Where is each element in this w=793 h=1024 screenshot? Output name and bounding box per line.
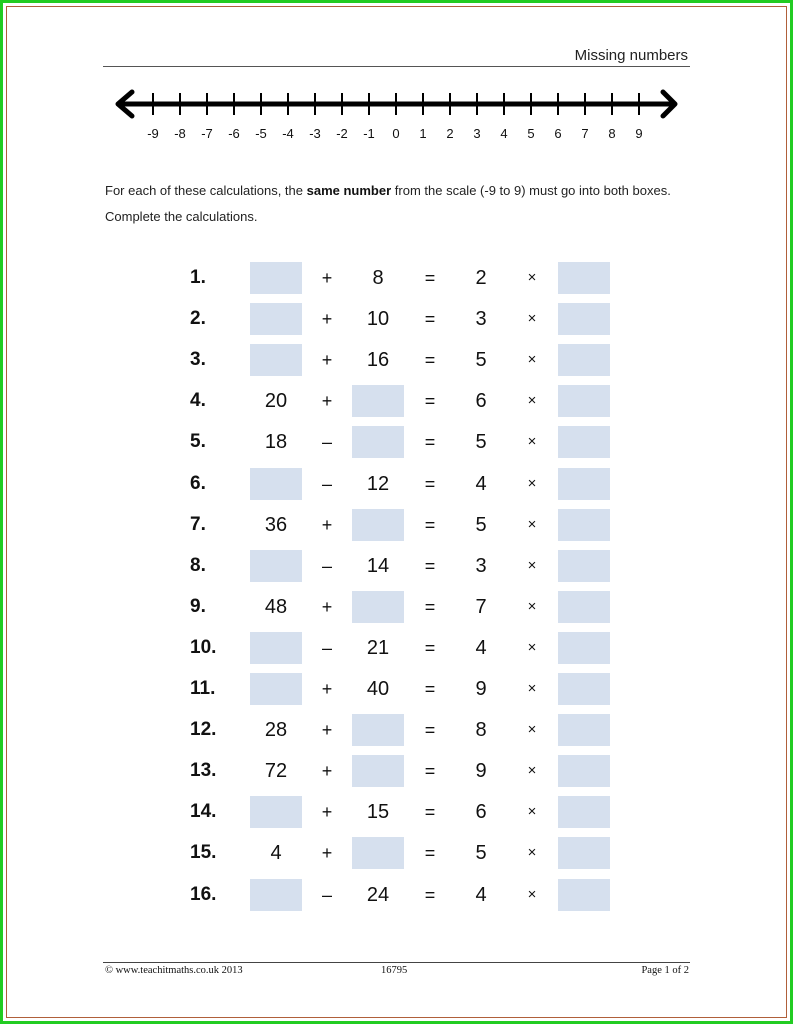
question-row	[0, 509, 793, 541]
answer-box-result[interactable]	[558, 385, 610, 417]
question-row	[0, 879, 793, 911]
multiplier: 4	[475, 472, 487, 495]
operator: +	[321, 309, 333, 330]
operand-second: 15	[366, 801, 390, 824]
operand-first: 72	[264, 760, 288, 783]
question-row	[0, 468, 793, 500]
answer-box-second[interactable]	[352, 385, 404, 417]
answer-box-result[interactable]	[558, 550, 610, 582]
times-sign: ×	[527, 269, 537, 286]
answer-box-result[interactable]	[558, 509, 610, 541]
question-row	[0, 426, 793, 458]
header-divider	[103, 66, 690, 67]
multiplier: 3	[475, 554, 487, 577]
question-row	[0, 262, 793, 294]
operand-second: 40	[366, 678, 390, 700]
answer-box-result[interactable]	[558, 879, 610, 911]
multiplier: 5	[475, 513, 487, 536]
question-number: 2.	[190, 308, 206, 330]
times-sign: ×	[527, 392, 537, 410]
operand-second: 8	[372, 267, 384, 289]
answer-box-first[interactable]	[250, 796, 302, 828]
times-sign: ×	[527, 803, 537, 821]
question-number: 3.	[190, 349, 206, 371]
question-number: 14.	[190, 801, 217, 823]
operand-second: 14	[366, 554, 390, 577]
times-sign: ×	[527, 844, 537, 862]
equals-sign: =	[424, 802, 436, 823]
number-line-label: 3	[473, 126, 481, 141]
number-line-label: 7	[581, 126, 589, 141]
footer-copyright: © www.teachitmaths.co.uk 2013	[105, 965, 243, 976]
equals-sign: =	[424, 473, 436, 494]
multiplier: 4	[475, 636, 487, 659]
question-number: 1.	[190, 267, 206, 288]
instructions: For each of these calculations, the same number from the scale (-9 to 9) must go into both boxes. Complete the calculations.	[105, 183, 671, 224]
question-number: 10.	[190, 636, 217, 658]
equals-sign: =	[424, 309, 436, 330]
times-sign: ×	[527, 638, 537, 656]
answer-box-result[interactable]	[558, 468, 610, 500]
multiplier: 8	[475, 719, 487, 742]
question-row	[0, 714, 793, 746]
operand-second: 10	[366, 308, 390, 331]
answer-box-second[interactable]	[352, 509, 404, 541]
question-number: 12.	[190, 719, 217, 741]
equals-sign: =	[424, 555, 436, 576]
question-row	[0, 755, 793, 787]
answer-box-result[interactable]	[558, 591, 610, 623]
answer-box-first[interactable]	[250, 632, 302, 664]
emphasis: same number	[306, 183, 392, 198]
question-number: 5.	[190, 431, 206, 453]
operator: +	[321, 720, 333, 741]
operand-first: 4	[270, 842, 282, 865]
equals-sign: =	[424, 432, 436, 453]
multiplier: 9	[475, 760, 487, 783]
number-line-label: 6	[554, 126, 562, 141]
question-row	[0, 344, 793, 376]
operand-second: 12	[366, 472, 390, 495]
answer-box-result[interactable]	[558, 796, 610, 828]
operand-second: 21	[366, 636, 390, 659]
operator: +	[321, 802, 333, 823]
operand-first: 36	[264, 513, 288, 536]
operator: +	[321, 391, 333, 412]
answer-box-first[interactable]	[250, 673, 302, 705]
times-sign: ×	[527, 310, 537, 328]
answer-box-result[interactable]	[558, 426, 610, 458]
times-sign: ×	[527, 351, 537, 369]
operator: –	[321, 432, 332, 453]
operator: +	[321, 514, 333, 535]
operand-first: 18	[264, 431, 288, 454]
number-line-label: 2	[446, 126, 454, 141]
question-number: 13.	[190, 760, 217, 782]
number-line-label: -8	[174, 126, 186, 141]
answer-box-result[interactable]	[558, 755, 610, 787]
answer-box-first[interactable]	[250, 344, 302, 376]
number-line-label: 4	[500, 126, 508, 141]
question-number: 11.	[190, 678, 216, 699]
operand-first: 20	[264, 390, 288, 413]
operand-first: 28	[264, 719, 288, 742]
answer-box-second[interactable]	[352, 426, 404, 458]
operator: +	[321, 350, 333, 371]
question-number: 15.	[190, 842, 217, 864]
footer-page-number: Page 1 of 2	[641, 965, 689, 976]
number-line-label: -7	[201, 126, 213, 141]
times-sign: ×	[527, 433, 537, 451]
number-line-label: 0	[392, 126, 400, 141]
question-number: 4.	[190, 390, 206, 412]
operator: +	[321, 761, 333, 782]
equals-sign: =	[424, 350, 436, 371]
number-line-label: -5	[255, 126, 267, 141]
times-sign: ×	[527, 721, 537, 739]
question-row	[0, 632, 793, 664]
answer-box-first[interactable]	[250, 262, 302, 294]
number-line-label: 1	[419, 126, 427, 141]
question-number: 16.	[190, 883, 217, 905]
operator: +	[321, 596, 333, 617]
equals-sign: =	[424, 514, 436, 535]
equals-sign: =	[424, 884, 436, 905]
answer-box-second[interactable]	[352, 714, 404, 746]
times-sign: ×	[527, 680, 537, 697]
times-sign: ×	[527, 515, 537, 533]
equals-sign: =	[424, 596, 436, 617]
operand-second: 24	[366, 883, 390, 906]
multiplier: 2	[475, 267, 487, 289]
number-line-label: 9	[635, 126, 643, 141]
operand-first: 48	[264, 595, 288, 618]
answer-box-result[interactable]	[558, 714, 610, 746]
question-number: 8.	[190, 554, 206, 576]
answer-box-result[interactable]	[558, 837, 610, 869]
number-line-label: -1	[363, 126, 375, 141]
multiplier: 9	[475, 678, 487, 700]
multiplier: 5	[475, 349, 487, 372]
answer-box-result[interactable]	[558, 673, 610, 705]
question-number: 9.	[190, 595, 206, 617]
operand-second: 16	[366, 349, 390, 372]
equals-sign: =	[424, 761, 436, 782]
answer-box-result[interactable]	[558, 344, 610, 376]
question-row	[0, 550, 793, 582]
answer-box-second[interactable]	[352, 837, 404, 869]
question-row	[0, 837, 793, 869]
answer-box-first[interactable]	[250, 550, 302, 582]
answer-box-result[interactable]	[558, 632, 610, 664]
times-sign: ×	[527, 556, 537, 574]
times-sign: ×	[527, 474, 537, 492]
multiplier: 4	[475, 883, 487, 906]
footer-divider	[103, 962, 690, 963]
answer-box-result[interactable]	[558, 262, 610, 294]
answer-box-first[interactable]	[250, 303, 302, 335]
question-row	[0, 385, 793, 417]
operator: –	[321, 473, 332, 494]
answer-box-first[interactable]	[250, 879, 302, 911]
times-sign: ×	[527, 885, 537, 903]
answer-box-second[interactable]	[352, 755, 404, 787]
equals-sign: =	[424, 679, 436, 699]
multiplier: 3	[475, 308, 487, 331]
operator: +	[321, 843, 333, 864]
answer-box-result[interactable]	[558, 303, 610, 335]
equals-sign: =	[424, 268, 436, 288]
footer-code: 16795	[381, 965, 408, 976]
equals-sign: =	[424, 720, 436, 741]
equals-sign: =	[424, 843, 436, 864]
operator: –	[321, 637, 332, 658]
number-line-label: -6	[228, 126, 240, 141]
operator: –	[321, 884, 332, 905]
equals-sign: =	[424, 637, 436, 658]
question-number: 6.	[190, 472, 206, 494]
number-line-label: -2	[336, 126, 348, 141]
page-title: Missing numbers	[574, 47, 688, 64]
number-line-label: -3	[309, 126, 321, 141]
multiplier: 5	[475, 431, 487, 454]
equals-sign: =	[424, 391, 436, 412]
multiplier: 6	[475, 801, 487, 824]
operator: –	[321, 555, 332, 576]
times-sign: ×	[527, 597, 537, 615]
multiplier: 7	[475, 595, 487, 618]
question-number: 7.	[190, 513, 206, 535]
number-line-label: -4	[282, 126, 294, 141]
question-row	[0, 673, 793, 705]
operator: +	[321, 268, 333, 288]
answer-box-first[interactable]	[250, 468, 302, 500]
question-row	[0, 591, 793, 623]
operator: +	[321, 679, 333, 699]
number-line-label: 5	[527, 126, 535, 141]
question-row	[0, 796, 793, 828]
times-sign: ×	[527, 762, 537, 780]
answer-box-second[interactable]	[352, 591, 404, 623]
number-line-label: -9	[147, 126, 159, 141]
number-line-label: 8	[608, 126, 616, 141]
question-row	[0, 303, 793, 335]
multiplier: 6	[475, 390, 487, 413]
multiplier: 5	[475, 842, 487, 865]
